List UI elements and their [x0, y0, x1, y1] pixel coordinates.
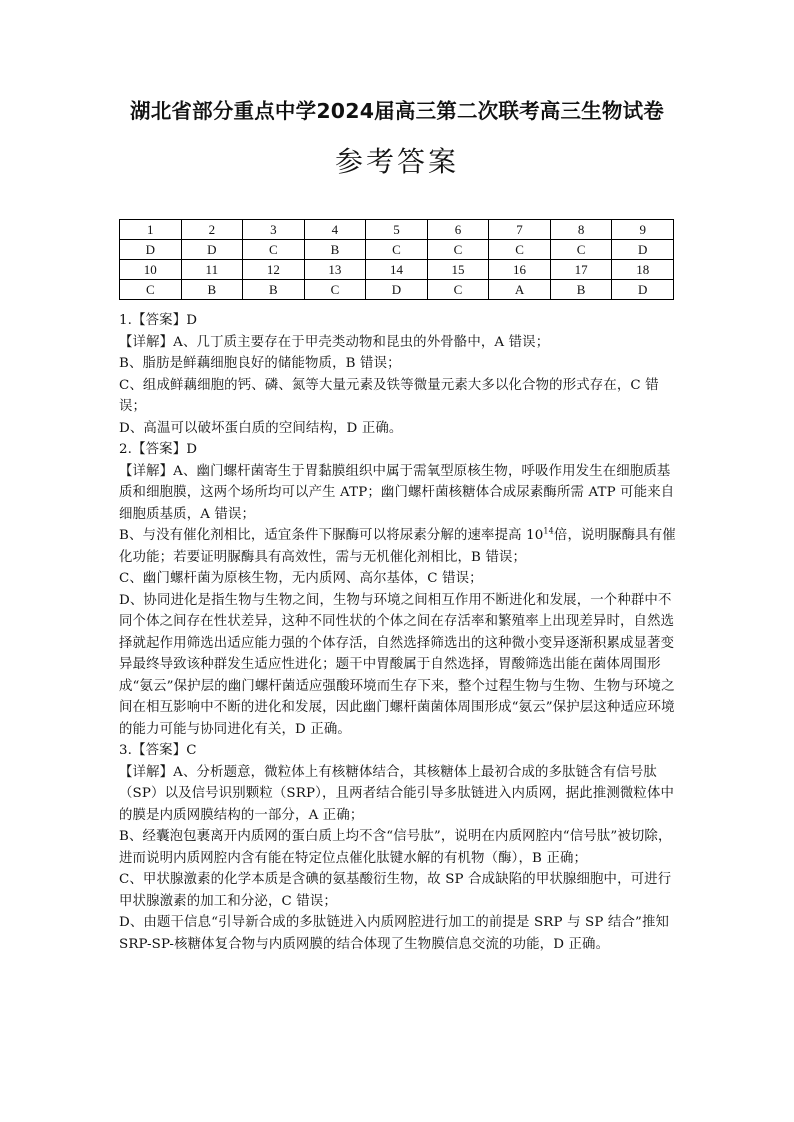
answer-cell: C	[427, 280, 489, 300]
question-number-cell: 6	[427, 220, 489, 240]
explanation-q2-d: D、协同进化是指生物与生物之间，生物与环境之间相互作用不断进化和发展，一个种群中不同个体之间存在性状差异，这种不同性状的个体之间在存活率和繁殖率上出现差异时，自然选择就起作用筛选出适应能力强的个体存活，自然选择筛选出的这种微小变异逐渐积累成显著变异最终导致该种群发生适应性进化；题干中胃酸属于自然选择，胃酸筛选出能在菌体周围形成“氨云”保护层的幽门螺杆菌适应强酸环境而生存下来，整个过程生物与生物、生物与环境之间在相互影响中不断的进化和发展，因此幽门螺杆菌菌体周围形成“氨云”保护层这种适应环境的能力可能与协同进化有关，D 正确。	[119, 592, 675, 737]
explanation-q1-c: C、组成鲜藕细胞的钙、磷、氮等大量元素及铁等微量元素大多以化合物的形式存在，C 错误；	[119, 377, 659, 414]
explanation-q1-d: D、高温可以破坏蛋白质的空间结构，D 正确。	[119, 420, 403, 436]
explanation-q3-c: C、甲状腺激素的化学本质是含碘的氨基酸衍生物，故 SP 合成缺陷的甲状腺细胞中，可进行甲状腺激素的加工和分泌，C 错误；	[119, 872, 672, 909]
answer-cell: D	[120, 240, 182, 260]
question-number-cell: 16	[489, 260, 551, 280]
explanation-q2-b-tail: 倍，说明脲酶具有催化功能；若要证明脲酶具有高效性，需与无机催化剂相比，B 错误；	[119, 528, 676, 565]
question-number-cell: 13	[304, 260, 366, 280]
explanation-q3-d: D、由题干信息“引导新合成的多肽链进入内质网腔进行加工的前提是 SRP 与 SP 结合”推知 SRP-SP-核糖体复合物与内质网膜的结合体现了生物膜信息交流的功能，D 正确。	[119, 915, 670, 952]
table-row-question-numbers	[120, 220, 674, 240]
answer-cell: C	[366, 240, 428, 260]
explanation-q1-a: 【详解】A、几丁质主要存在于甲壳类动物和昆虫的外骨骼中，A 错误；	[119, 334, 550, 350]
answer-cell: D	[366, 280, 428, 300]
answer-cell: C	[120, 280, 182, 300]
explanation-q3-b: B、经囊泡包裹离开内质网的蛋白质上均不含“信号肽”，说明在内质网腔内“信号肽”被切除，进而说明内质网腔内含有能在特定位点催化肽键水解的有机物（酶），B 正确；	[119, 829, 672, 866]
explanation-q3-a: 【详解】A、分析题意，微粒体上有核糖体结合，其核糖体上最初合成的多肽链含有信号肽（SP）以及信号识别颗粒（SRP），且两者结合能引导多肽链进入内质网，据此推测微粒体中的膜是内质网膜结构的一部分，A 正确；	[119, 764, 675, 823]
answer-cell: A	[489, 280, 551, 300]
answer-cell: C	[489, 240, 551, 260]
answer-cell: B	[181, 280, 243, 300]
answer-cell: B	[243, 280, 305, 300]
answer-cell: D	[612, 240, 674, 260]
question-number-cell: 18	[612, 260, 674, 280]
answer-cell: C	[427, 240, 489, 260]
document-title: 湖北省部分重点中学2024届高三第二次联考高三生物试卷	[130, 99, 664, 123]
document-subtitle: 参考答案	[334, 145, 459, 178]
answer-cell: C	[304, 280, 366, 300]
question-number-cell: 5	[366, 220, 428, 240]
explanation-q1-b: B、脂肪是鲜藕细胞良好的储能物质，B 错误；	[119, 356, 401, 371]
question-number-cell: 14	[366, 260, 428, 280]
answer-cell: C	[243, 240, 305, 260]
answer-cell: D	[181, 240, 243, 260]
answer-key-table	[119, 219, 674, 300]
table-row-answers	[120, 240, 674, 260]
question-number-cell: 9	[612, 220, 674, 240]
answer-line-q1: 1.【答案】D	[119, 313, 198, 328]
answer-cell: B	[550, 280, 612, 300]
question-number-cell: 8	[550, 220, 612, 240]
answer-cell: D	[612, 280, 674, 300]
answer-cell: B	[304, 240, 366, 260]
explanations-section	[119, 310, 679, 955]
explanation-q2-c: C、幽门螺杆菌为原核生物，无内质网、高尔基体，C 错误；	[119, 571, 483, 586]
question-number-cell: 2	[181, 220, 243, 240]
question-number-cell: 11	[181, 260, 243, 280]
question-number-cell: 7	[489, 220, 551, 240]
explanation-q2-b-exponent: 14	[543, 526, 554, 536]
question-number-cell: 1	[120, 220, 182, 240]
explanation-q2-b	[119, 525, 679, 568]
table-row-answers	[120, 280, 674, 300]
question-number-cell: 4	[304, 220, 366, 240]
explanation-q2-a: 【详解】A、幽门螺杆菌寄生于胃黏膜组织中属于需氧型原核生物，呼吸作用发生在细胞质基质和细胞膜，这两个场所均可以产生 ATP；幽门螺杆菌核糖体合成尿素酶所需 ATP 可能来自细胞质基质，A 错误；	[119, 463, 675, 522]
question-number-cell: 15	[427, 260, 489, 280]
table-row-question-numbers	[120, 260, 674, 280]
answer-cell: C	[550, 240, 612, 260]
explanation-q2-b-head: B、与没有催化剂相比，适宜条件下脲酶可以将尿素分解的速率提高 10	[119, 528, 544, 543]
question-number-cell: 3	[243, 220, 305, 240]
answer-line-q2: 2.【答案】D	[119, 442, 198, 457]
question-number-cell: 17	[550, 260, 612, 280]
question-number-cell: 12	[243, 260, 305, 280]
question-number-cell: 10	[120, 260, 182, 280]
answer-line-q3: 3.【答案】C	[119, 743, 197, 758]
